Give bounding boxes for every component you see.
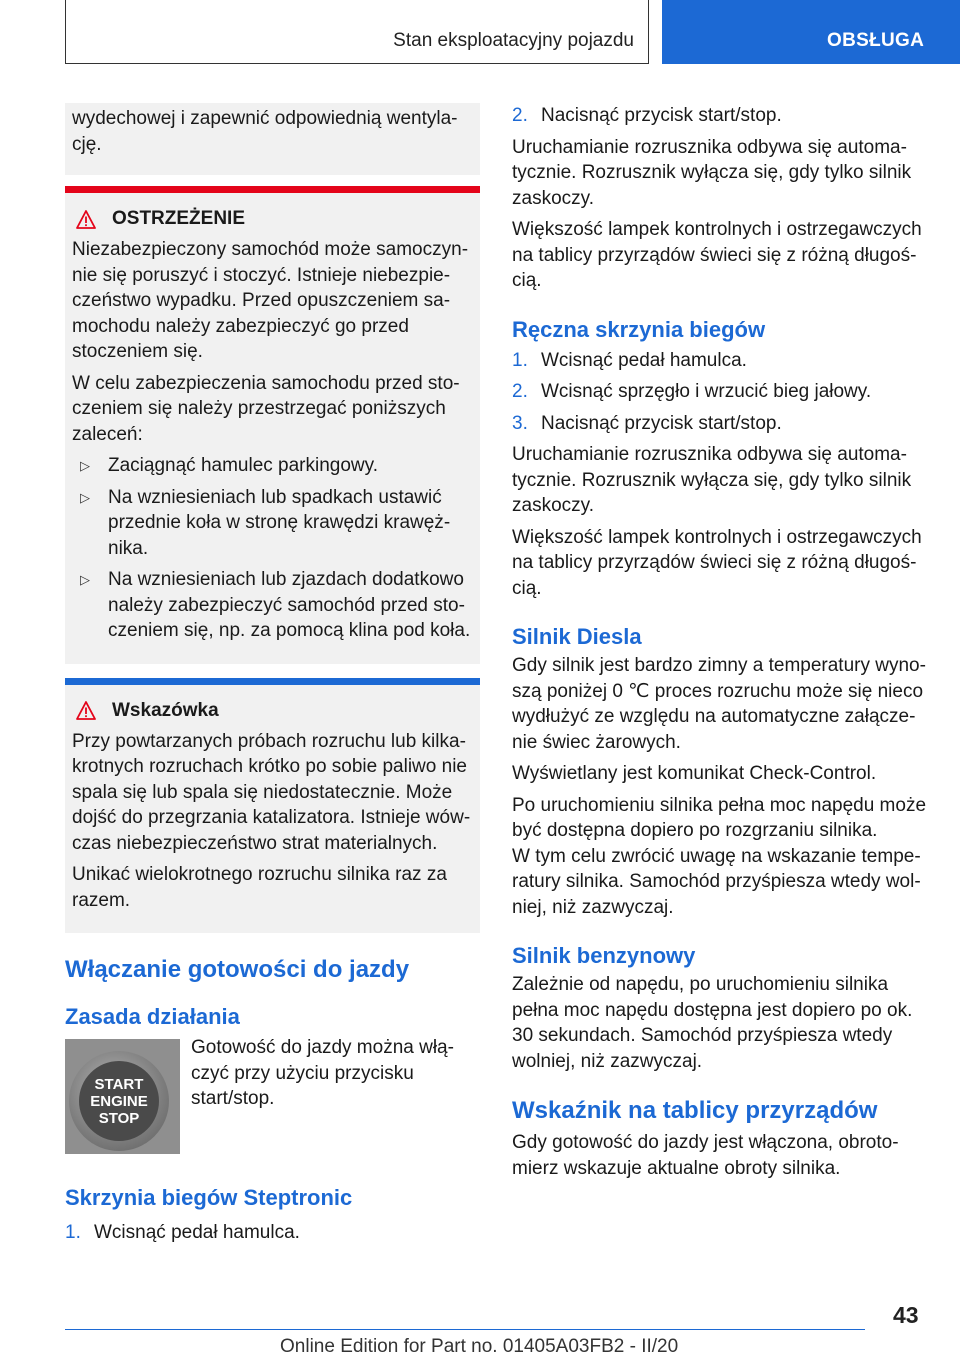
start-stop-button-image [65,1039,180,1154]
diesel-text-3b: W tym celu zwrócić uwagę na wskazanie temperatury silnika. Samochód przyśpiesza wtedy wolniej, niż zazwyczaj. [512,845,921,918]
lamps-text-2: Większość lampek kontrolnych i ostrzegawczych na tablicy przyrządów świeci się z różną długością. [512,526,922,599]
warning-box [65,186,480,664]
list-item: ▷ Zaciągnąć hamulec parkingowy. [72,453,472,479]
principle-text: Gotowość do jazdy można włączyć przy użyciu przycisku start/stop. [191,1037,454,1109]
right-column [512,103,932,1187]
section-title: Stan eksploatacyjny pojazdu [393,30,634,51]
stop-label: STOP [98,1109,140,1127]
indicator-text: Gdy gotowość do jazdy jest włączona, obrotomierz wskazuje aktualne obroty silnika. [512,1132,899,1179]
warning-header [72,207,472,231]
list-item: ▷ Na wzniesieniach lub zjazdach dodatkowo należy zabezpieczyć samochód przed stoczeniem się, np. za pomocą klina pod koła. [80,569,471,641]
chapter-tab-label: OBSŁUGA [827,30,925,51]
heading-principle: Zasada działania [65,1004,240,1029]
list-item: 2. Nacisnąć przycisk start/stop. [512,105,782,126]
continued-box [65,103,480,175]
auto-start-text-2: Uruchamianie rozrusznika odbywa się automatycznie. Rozrusznik wyłącza się, gdy tylko silnik zaskoczy. [512,444,912,516]
petrol-text: Zależnie od napędu, po uruchomieniu silnika pełna moc napędu dostępna jest dopiero po ok. 30 sekundach. Samochód przyśpiesza wtedy wolniej, niż zazwyczaj. [512,974,913,1072]
heading-diesel: Silnik Diesla [512,624,642,649]
note-paragraph-2: Unikać wielokrotnego rozruchu silnika raz za razem. [72,864,447,911]
left-column [65,103,480,1252]
warning-title: OSTRZEŻENIE [112,208,246,229]
heading-steptronic: Skrzynia biegów Steptronic [65,1185,353,1210]
warning-triangle-icon [76,210,96,229]
start-label: START [94,1075,144,1093]
warning-paragraph-2: W celu zabezpieczenia samochodu przed stoczeniem się należy przestrzegać poniższych zaleceń: [72,372,460,445]
principle-row [65,1039,480,1154]
note-header [72,699,472,723]
triangle-bullet-icon: ▷ [80,489,90,505]
list-item: 1. Wcisnąć pedał hamulca. [65,1222,300,1243]
list-item: 3. Nacisnąć przycisk start/stop. [512,412,782,434]
steptronic-steps [65,1220,480,1246]
warning-paragraph-1: Niezabezpieczony samochód może samoczynnie się poruszyć i stoczyć. Istnieje niebezpieczeństwo wypadku. Przed opuszczeniem samochodu należy zabezpieczyć go przed stoczeniem się. [72,239,469,362]
note-box [65,678,480,934]
list-item: 1. Wcisnąć pedał hamulca. [512,349,747,371]
warning-triangle-icon [76,701,96,720]
lamps-text-1: Większość lampek kontrolnych i ostrzegawczych na tablicy przyrządów świeci się z różną długością. [512,219,922,291]
footer-rule [65,1329,865,1330]
heading-manual: Ręczna skrzynia biegów [512,316,766,342]
page-number: 43 [893,1302,919,1328]
triangle-bullet-icon: ▷ [80,572,90,587]
heading-drive-readiness: Włączanie gotowości do jazdy [65,956,410,983]
diesel-text-2: Wyświetlany jest komunikat Check-Control. [512,763,877,784]
steptronic-steps-continued [512,103,932,129]
continued-text: wydechowej i zapewnić odpowiednią wentylację. [72,108,458,155]
footer-edition: Online Edition for Part no. 01405A03FB2 - II/20 [280,1336,679,1357]
triangle-bullet-icon: ▷ [80,458,90,473]
auto-start-text-1: Uruchamianie rozrusznika odbywa się automatycznie. Rozrusznik wyłącza się, gdy tylko silnik zaskoczy. [512,136,912,209]
header-section-frame [65,0,649,64]
diesel-text-1: Gdy silnik jest bardzo zimny a temperatury wynoszą poniżej 0 ℃ proces rozruchu może się nieco wydłużyć ze względu na automatyczne załączenie świec żarowych. [512,655,926,753]
note-title: Wskazówka [112,699,219,721]
heading-indicator: Wskaźnik na tablicy przyrządów [512,1097,878,1124]
chapter-tab [662,0,960,64]
note-paragraph-1: Przy powtarzanych próbach rozruchu lub kilkakrotnych rozruchach krótko po sobie paliwo nie spala się lub spala się niedostatecznie. Może dojść do przegrzania katalizatora. Istnieje wówczas niebezpieczeństwo strat materialnych. [72,730,471,854]
engine-label: ENGINE [90,1092,148,1110]
heading-petrol: Silnik benzynowy [512,943,696,968]
diesel-text-3a: Po uruchomieniu silnika pełna moc napędu może być dostępna dopiero po rozgrzaniu silnika. [512,794,927,841]
list-item: ▷ Na wzniesieniach lub spadkach ustawić przednie koła w stronę krawędzi krawężnika. [80,486,451,559]
warning-bullet-list [72,453,472,644]
manual-steps [512,348,932,437]
list-item: 2. Wcisnąć sprzęgło i wrzucić bieg jałowy. [512,381,872,402]
